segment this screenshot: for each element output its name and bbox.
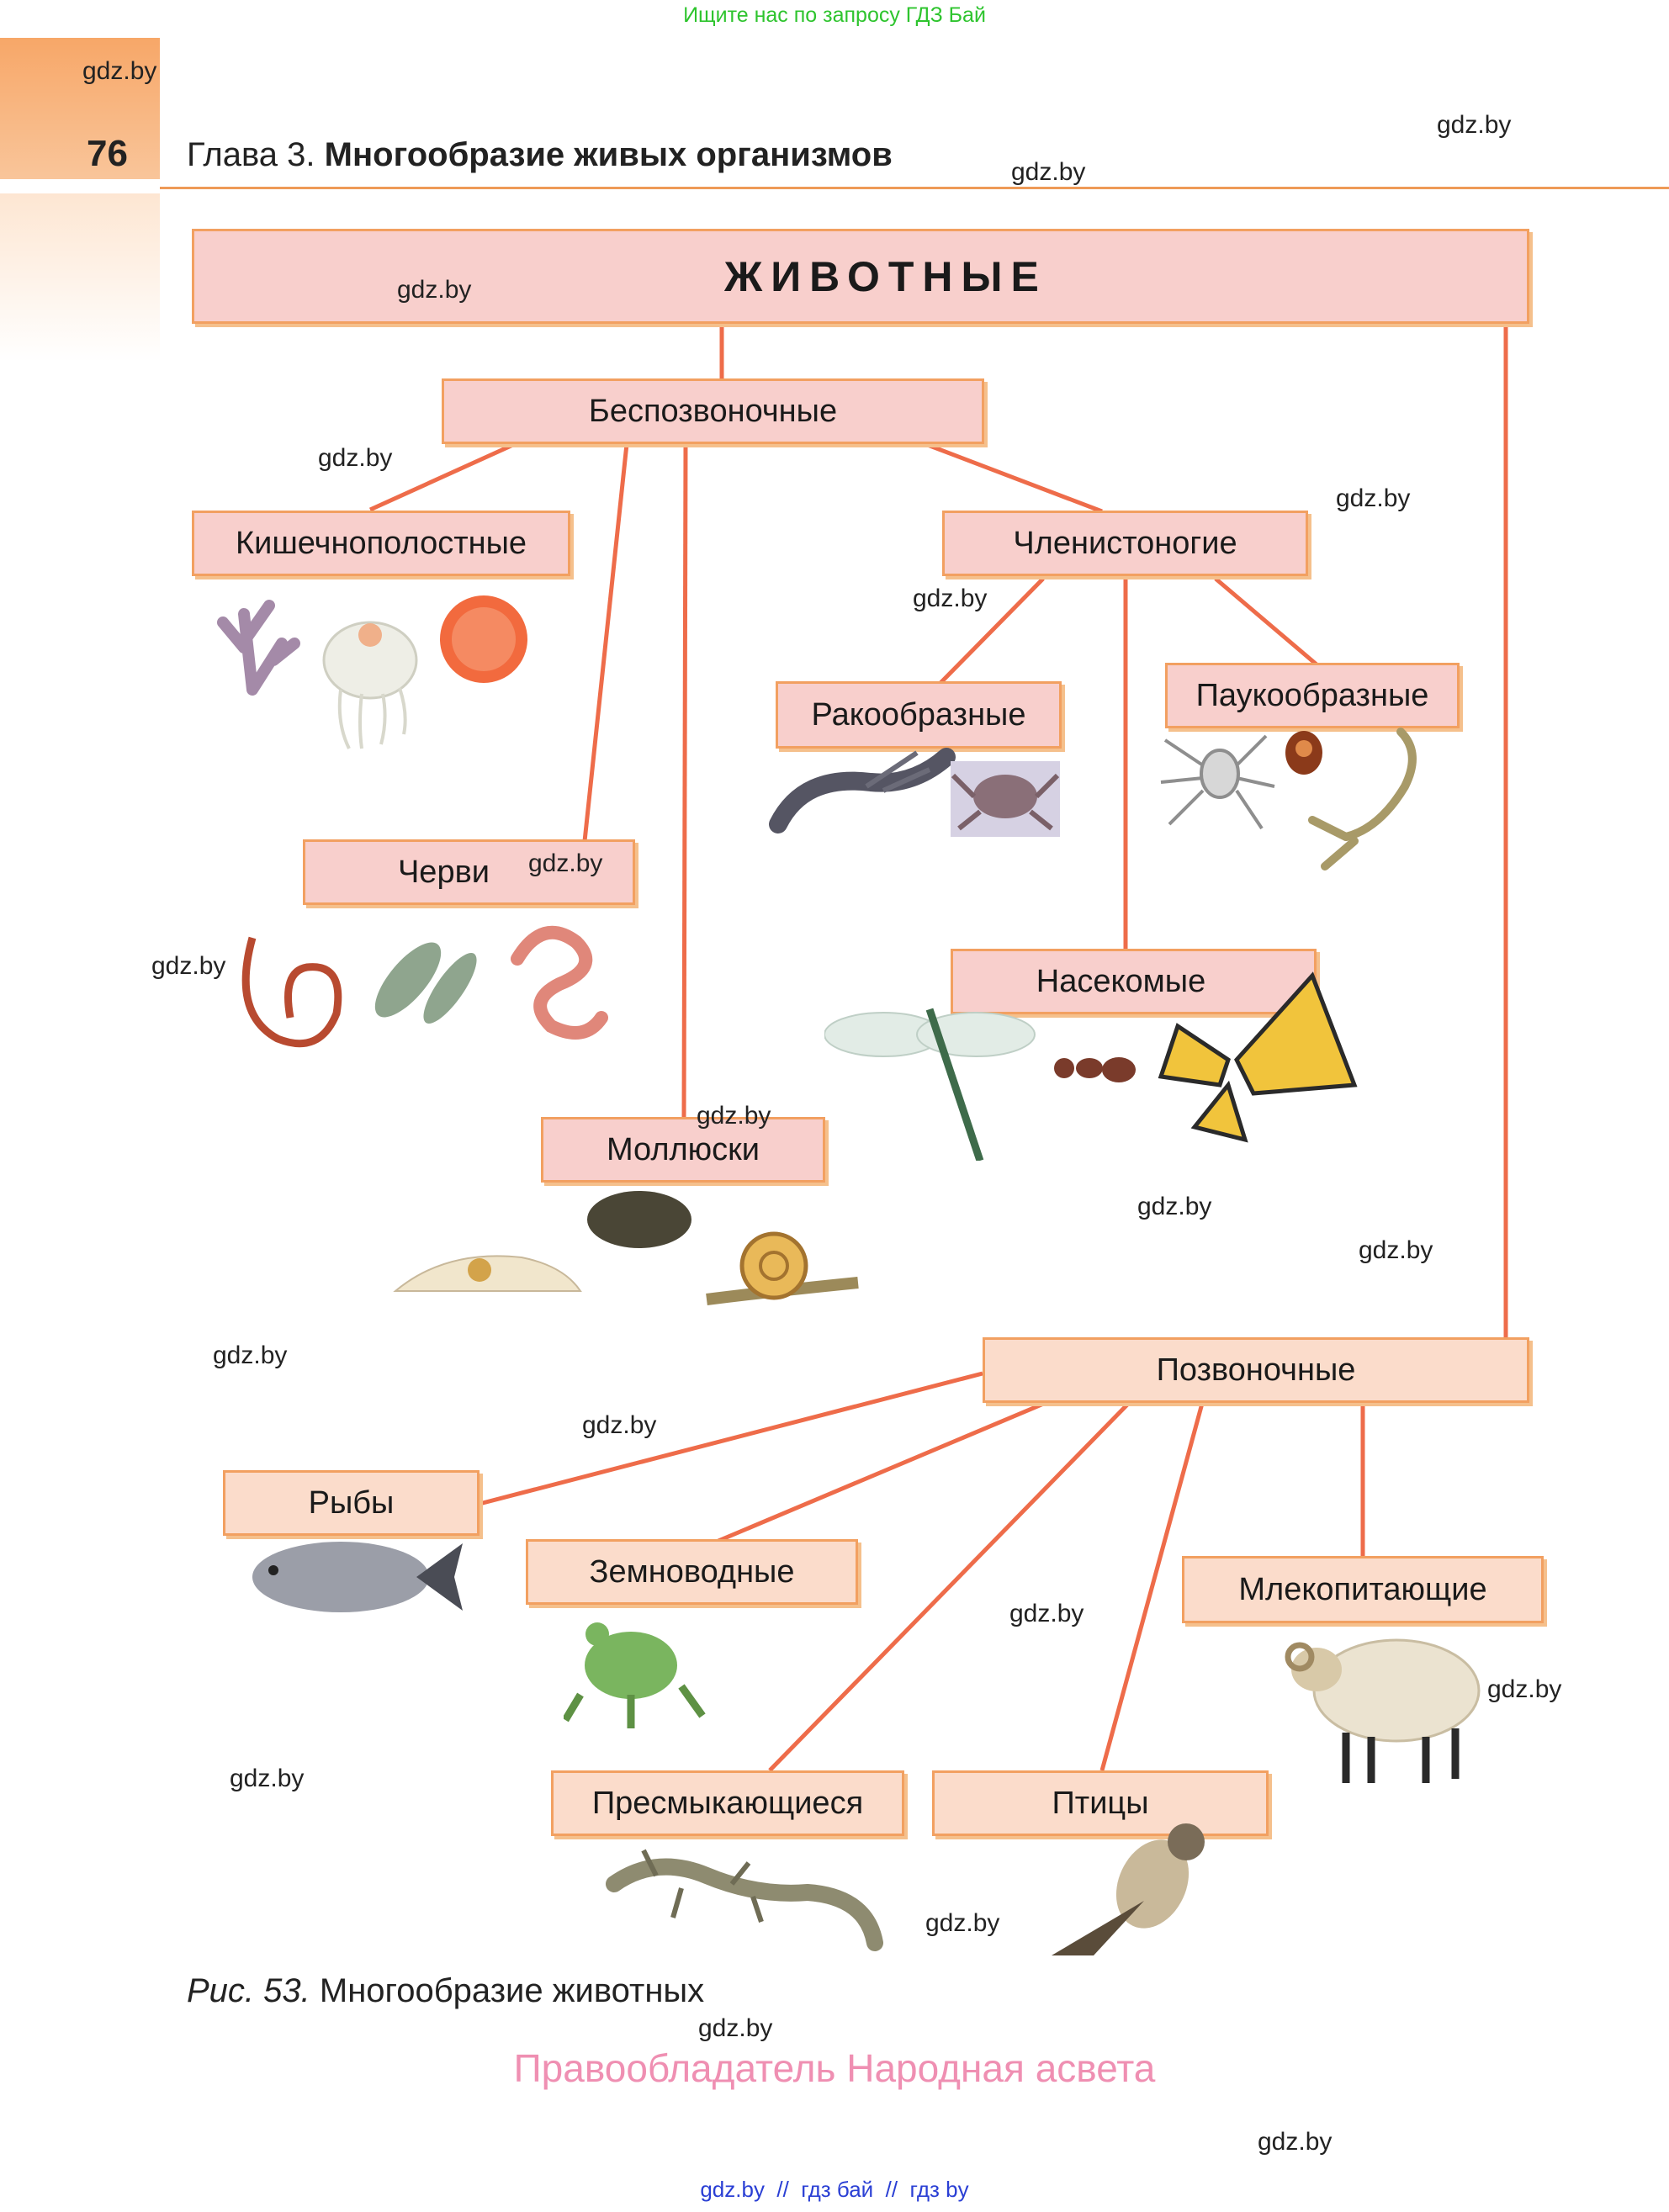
scorpion-icon — [1312, 732, 1412, 866]
box-animals — [192, 229, 1529, 324]
insects-illustration — [824, 959, 1396, 1161]
line-vertebrates-amphibians — [702, 1400, 1052, 1548]
box-amphibians-label: Земноводные — [589, 1553, 795, 1590]
line-invertebrates-arthropods — [925, 444, 1102, 511]
watermark: gdz.by — [582, 1411, 657, 1439]
top-banner: Ищите нас по запросу ГДЗ Бай — [683, 3, 986, 27]
box-reptiles-label: Пресмыкающиеся — [591, 1785, 864, 1821]
snail-icon — [707, 1234, 858, 1299]
flatworm-icon — [364, 933, 485, 1030]
bird-icon — [1052, 1823, 1205, 1955]
box-crustaceans — [776, 681, 1062, 749]
chapter-title: Многообразие живых организмов — [324, 136, 893, 173]
watermark: gdz.by — [1487, 1675, 1562, 1703]
watermark: gdz.by — [528, 849, 603, 877]
box-arachnids-label: Паукообразные — [1195, 677, 1429, 713]
mussel-icon — [587, 1191, 691, 1248]
figure-caption — [187, 1972, 704, 2010]
caption-prefix: Рис. 53. — [187, 1972, 310, 2009]
box-invertebrates — [442, 378, 984, 444]
box-mammals-label: Млекопитающие — [1238, 1571, 1487, 1607]
arachnids-illustration — [1152, 719, 1464, 887]
watermark: gdz.by — [1009, 1600, 1084, 1627]
box-molluscs-label: Моллюски — [606, 1131, 760, 1167]
box-vertebrates-label: Позвоночные — [1156, 1352, 1356, 1388]
watermark: gdz.by — [397, 276, 472, 304]
watermark: gdz.by — [230, 1765, 305, 1792]
line-invertebrates-molluscs — [684, 444, 686, 1119]
box-crustaceans-label: Ракообразные — [811, 696, 1026, 733]
watermark: gdz.by — [1437, 111, 1512, 139]
watermark: gdz.by — [697, 1102, 771, 1130]
box-cnidarians-label: Кишечнополостные — [235, 525, 527, 561]
line-arthropods-arachnids — [1216, 579, 1317, 664]
box-birds-label: Птицы — [1052, 1785, 1149, 1821]
caption-text: Многообразие животных — [319, 1972, 705, 2009]
page-number: 76 — [87, 133, 128, 174]
copyright-notice: Правообладатель Народная асвета — [513, 2046, 1156, 2090]
watermark: gdz.by — [913, 585, 988, 612]
spider-icon — [1161, 736, 1274, 828]
box-arthropods — [942, 511, 1308, 576]
slug-icon — [395, 1256, 580, 1291]
watermark: gdz.by — [151, 952, 226, 980]
box-reptiles — [551, 1770, 904, 1836]
box-animals-label: ЖИВОТНЫЕ — [724, 252, 1047, 300]
watermark: gdz.by — [213, 1341, 288, 1369]
box-molluscs — [541, 1117, 825, 1183]
crayfish-icon — [778, 753, 946, 824]
fish-illustration — [244, 1527, 471, 1636]
birds-illustration — [1043, 1817, 1237, 1960]
fish-icon — [252, 1542, 463, 1612]
cnidarians-illustration — [193, 564, 580, 757]
earthworm-icon — [246, 938, 338, 1044]
watermark: gdz.by — [1258, 2128, 1333, 2156]
crustaceans-illustration — [766, 744, 1068, 845]
watermark: gdz.by — [1137, 1193, 1212, 1220]
line-invertebrates-worms — [585, 444, 627, 841]
tick-icon — [1285, 731, 1322, 775]
box-arthropods-label: Членистоногие — [1013, 525, 1237, 561]
box-worms-label: Черви — [397, 854, 490, 890]
dragonfly-icon — [824, 1009, 1035, 1161]
amphibians-illustration — [564, 1602, 707, 1733]
molluscs-illustration — [387, 1182, 875, 1308]
jellyfish-icon — [324, 622, 416, 749]
roundworm-icon — [517, 933, 601, 1033]
watermark: gdz.by — [318, 444, 393, 472]
watermark: gdz.by — [1336, 484, 1411, 512]
crab-icon — [951, 761, 1060, 837]
line-vertebrates-fish — [480, 1373, 983, 1504]
coral-icon — [223, 606, 294, 690]
reptiles-illustration — [606, 1842, 883, 1960]
box-vertebrates — [983, 1337, 1529, 1403]
sheep-icon — [1288, 1640, 1479, 1783]
footer-links[interactable]: gdz.by // гдз бай // гдз by — [700, 2177, 969, 2202]
box-insects-label: Насекомые — [1036, 963, 1206, 999]
box-invertebrates-label: Беспозвоночные — [588, 393, 838, 429]
watermark: gdz.by — [1011, 158, 1086, 186]
watermark: gdz.by — [698, 2014, 773, 2042]
watermark: gdz.by — [1359, 1236, 1433, 1264]
worms-illustration — [231, 913, 635, 1051]
butterfly-icon — [1161, 976, 1354, 1140]
watermark: gdz.by — [82, 57, 157, 85]
sea-anemone-icon — [440, 595, 527, 683]
chapter-prefix: Глава 3. — [187, 136, 315, 173]
frog-icon — [565, 1622, 702, 1728]
box-amphibians — [526, 1539, 858, 1605]
box-fish-label: Рыбы — [308, 1484, 395, 1521]
watermark: gdz.by — [925, 1909, 1000, 1937]
lizard-icon — [614, 1850, 875, 1943]
ant-icon — [1054, 1057, 1136, 1082]
mammals-illustration — [1279, 1611, 1485, 1791]
